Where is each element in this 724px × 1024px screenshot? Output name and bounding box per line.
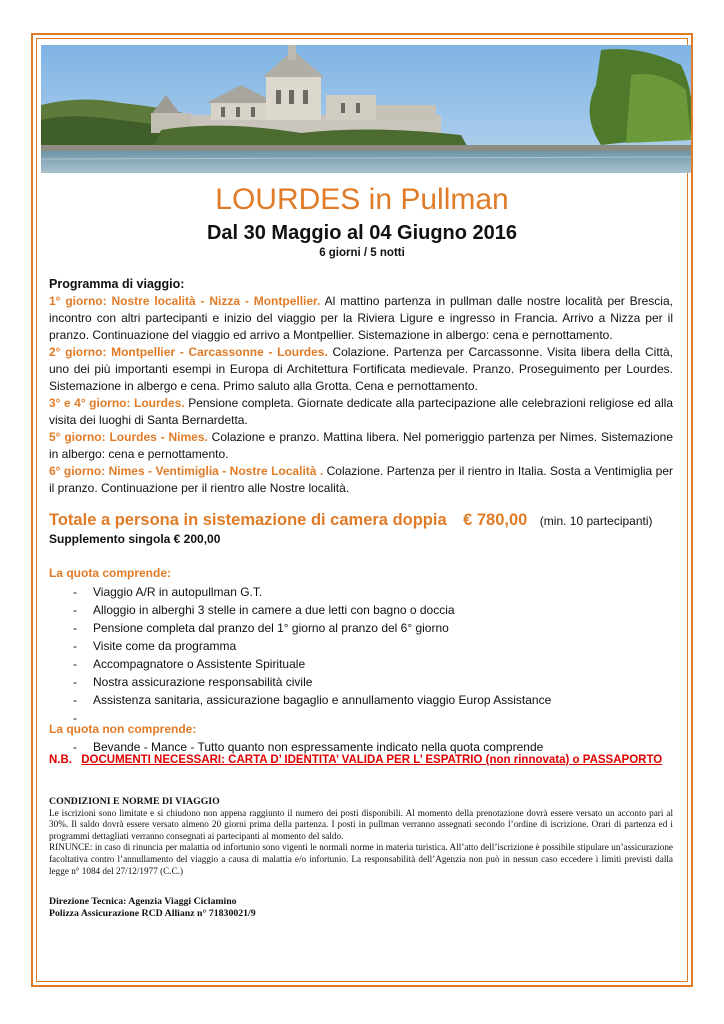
list-item: - Nostra assicurazione responsabilità civile <box>73 673 551 691</box>
page-title: LOURDES in Pullman <box>215 183 509 216</box>
list-item: - Viaggio A/R in autopullman G.T. <box>73 583 551 601</box>
single-supplement: Supplemento singola € 200,00 <box>49 532 221 546</box>
program-day <box>49 344 673 395</box>
footer <box>49 896 256 920</box>
day-text: Colazione. Partenza per Carcassonne. Visita libera della Città, uno dei più importanti esempi in Europa di Architettura Fortificata medievale. Pranzo. Proseguimento per Lourdes. Sistemazione in albergo e cena. Primo saluto alla Grotta. Cena e pernottamento. <box>49 345 673 393</box>
day-label: 2° giorno: Montpellier - Carcassonne - Lourdes. <box>49 345 328 359</box>
list-item: - Visite come da programma <box>73 637 551 655</box>
trip-duration: 6 giorni / 5 notti <box>319 247 405 259</box>
day-text: Colazione e pranzo. Mattina libera. Nel pomeriggio partenza per Nimes. Sistemazione in albergo: cena e pernottamento. <box>49 430 673 461</box>
list-item: - Accompagnatore o Assistente Spirituale <box>73 655 551 673</box>
price-line <box>49 511 689 530</box>
insurance-line: Polizza Assicurazione RCD Allianz n° 71830021/9 <box>49 908 256 919</box>
conditions-body: Le iscrizioni sono limitate e si chiudono non appena raggiunto il numero dei posti disponibili. Al momento della prenotazione dovrà essere versato un acconto pari al 30%. Il saldo dovrà essere versato almeno 20 giorni prima della partenza. I posti in pullman verranno assegnati secondo l’ordine di iscrizione. Orari di partenza ed i programmi dettagliati verranno consegnati ai partecipanti al momento del saldo. <box>49 807 673 841</box>
day-text: Pensione completa. Giornate dedicate alla partecipazione alle celebrazioni religiose ed alla visita dei luoghi di Santa Bernardetta. <box>49 396 673 427</box>
notice-prefix: N.B. <box>49 754 72 766</box>
program-section <box>49 276 673 497</box>
program-day <box>49 429 673 463</box>
conditions-section <box>49 796 673 877</box>
program-heading: Programma di viaggio: <box>49 277 185 291</box>
price-label: Totale a persona in sistemazione di camera doppia <box>49 511 447 529</box>
included-list <box>73 583 551 727</box>
list-item: - Bevande - Mance - Tutto quanto non espressamente indicato nella quota comprende <box>73 739 543 755</box>
list-item: - Pensione completa dal pranzo del 1° giorno al pranzo del 6° giorno <box>73 619 551 637</box>
price-note: (min. 10 partecipanti) <box>539 514 653 528</box>
day-text: Colazione. Partenza per il rientro in Italia. Sosta a Ventimiglia per il pranzo. Continuazione per il rientro alle Nostre località. <box>49 464 673 495</box>
day-label: 1° giorno: Nostre località - Nizza - Montpellier. <box>49 294 321 308</box>
excluded-title: La quota non comprende: <box>49 722 197 736</box>
price-amount: € 780,00 <box>463 511 528 529</box>
trip-dates: Dal 30 Maggio al 04 Giugno 2016 <box>206 222 518 244</box>
included-title: La quota comprende: <box>49 566 172 580</box>
program-day <box>49 463 673 497</box>
program-day <box>49 293 673 344</box>
documents-notice <box>49 753 679 768</box>
day-label: 3° e 4° giorno: Lourdes. <box>49 396 185 410</box>
conditions-cancellation: RINUNCE: in caso di rinuncia per malattia od infortunio sono vigenti le normali norme in materia turistica. All’atto dell’iscrizione è possibile stipulare un’assicurazione facoltativa contro l’annullamento del viaggio a causa di malattia e/o infortunio. La responsabilità dell’Agenzia non può in nessun caso eccedere i limiti previsti dalla legge n° 1084 del 27/12/1977 (C.C.) <box>49 842 673 876</box>
day-label: 6° giorno: Nimes - Ventimiglia - Nostre Località . <box>49 464 324 478</box>
list-item: - Assistenza sanitaria, assicurazione bagaglio e annullamento viaggio Europ Assistance <box>73 691 551 709</box>
day-label: 5° giorno: Lourdes - Nimes. <box>49 430 208 444</box>
list-item: - Alloggio in alberghi 3 stelle in camere a due letti con bagno o doccia <box>73 601 551 619</box>
notice-text: DOCUMENTI NECESSARI: CARTA D’ IDENTITA’ VALIDA PER L’ ESPATRIO (non rinnovata) o PASSAPORTO <box>81 754 663 766</box>
day-text: Al mattino partenza in pullman dalle nostre località per Brescia, incontro con altri partecipanti e inizio del viaggio per la Riviera Ligure e ingresso in Francia. Arrivo a Nizza per il pranzo. Continuazione del viaggio ed arrivo a Montpellier. Sistemazione in albergo: cena e pernottamento. <box>49 294 673 342</box>
basilica-photo <box>41 45 691 173</box>
agency-line: Direzione Tecnica: Agenzia Viaggi Ciclamino <box>49 896 237 907</box>
conditions-title: CONDIZIONI E NORME DI VIAGGIO <box>49 796 220 807</box>
program-day <box>49 395 673 429</box>
